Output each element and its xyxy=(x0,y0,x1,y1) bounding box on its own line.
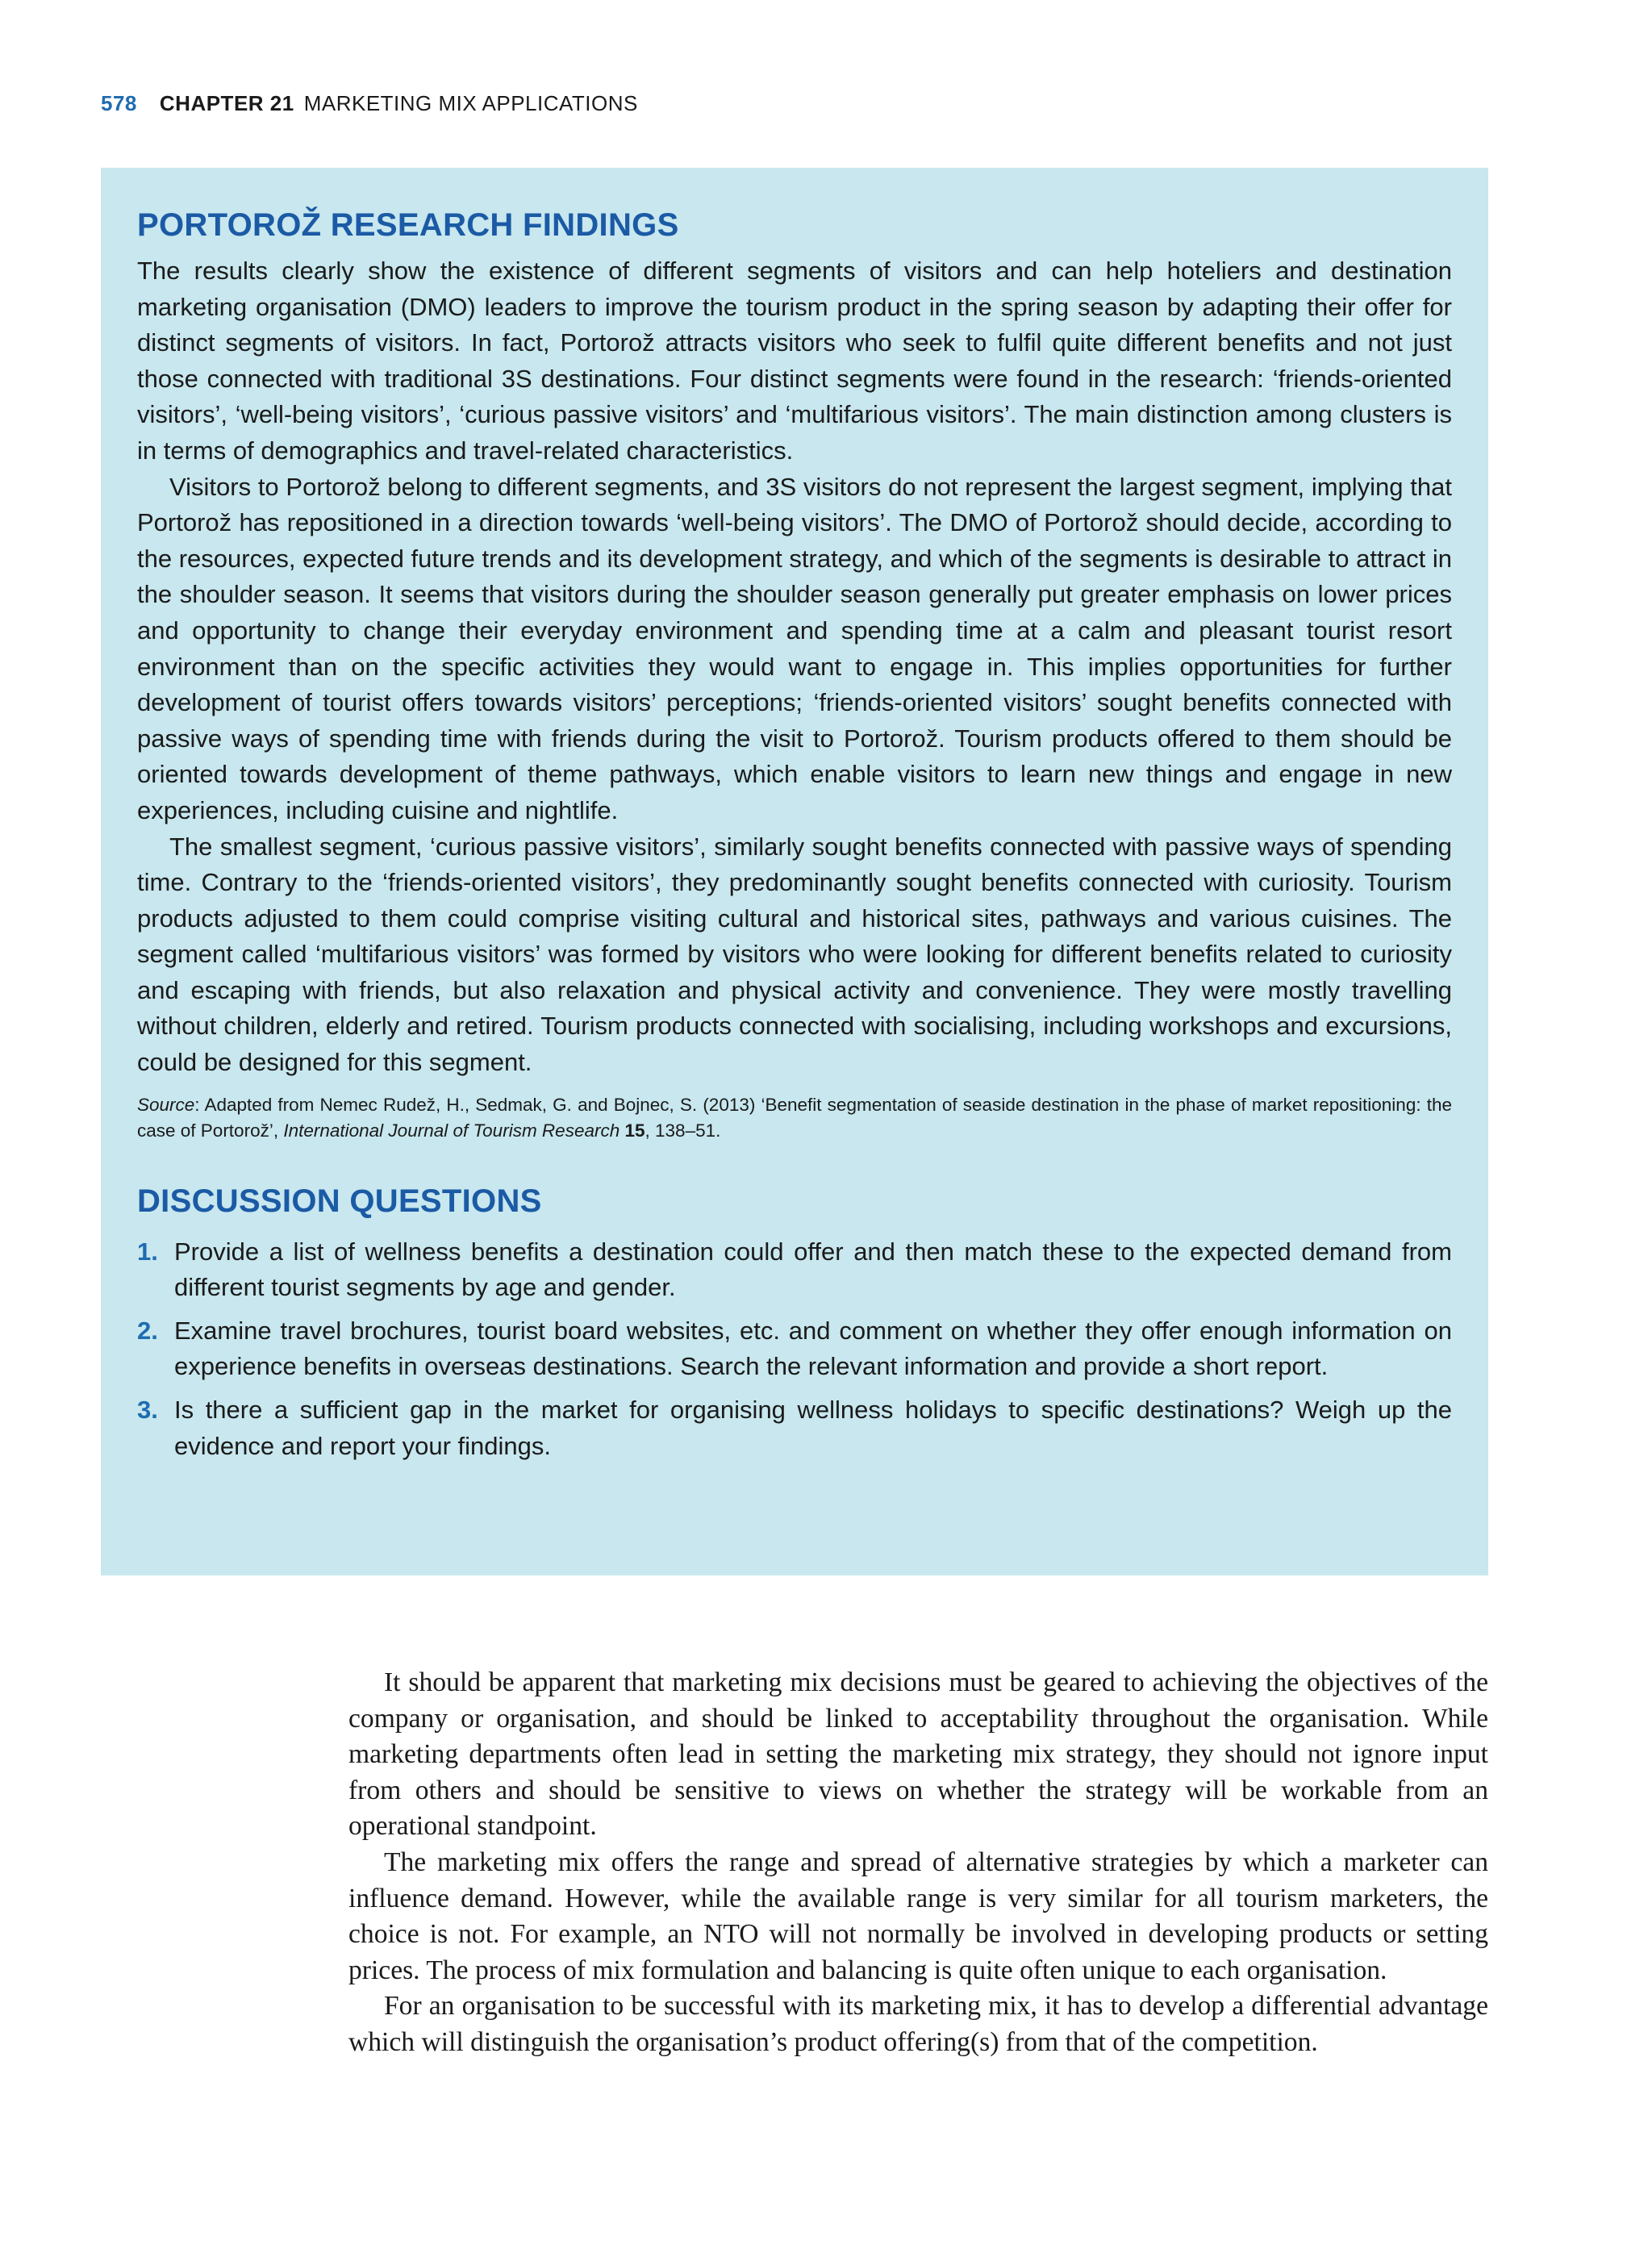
running-head xyxy=(101,87,638,119)
source-citation xyxy=(137,1092,1452,1144)
question-item xyxy=(137,1234,1452,1306)
body-paragraph: The marketing mix offers the range and spread of alternative strategies by which a marketer can influence demand. However, while the available range is very similar for all tourism marketers, the choice is not. For example, an NTO will not normally be involved in developing products or setting prices. The process of mix formulation and balancing is quite often unique to each organisation. xyxy=(348,1846,1488,1985)
source-label: Source xyxy=(137,1094,195,1115)
body-paragraph: For an organisation to be successful with its marketing mix, it has to develop a differential advantage which will distinguish the organisation’s product offering(s) from that of the competition. xyxy=(348,1991,1488,2057)
question-item xyxy=(137,1313,1452,1385)
question-text: Examine travel brochures, tourist board websites, etc. and comment on whether they offer enough information on experience benefits in overseas destinations. Search the relevant information and provide a short report. xyxy=(174,1316,1452,1381)
question-text: Provide a list of wellness benefits a destination could offer and then match these to the expected demand from different tourist segments by age and gender. xyxy=(174,1237,1452,1302)
main-text xyxy=(348,1665,1488,2061)
question-text: Is there a sufficient gap in the market for organising wellness holidays to specific destinations? Weigh up the evidence and report your findings. xyxy=(174,1396,1452,1460)
questions-title: DISCUSSION QUESTIONS xyxy=(137,1183,542,1219)
case-study-box xyxy=(101,168,1488,1575)
case-paragraph: The smallest segment, ‘curious passive visitors’, similarly sought benefits connected with passive ways of spending time. Contrary to the ‘friends-oriented visitors’, they predominantly sought benefits connected with curiosity. Tourism products adjusted to them could comprise visiting cultural and historical sites, pathways and various cuisines. The segment called ‘multifarious visitors’ was formed by visitors who were looking for different benefits related to curiosity and escaping with friends, but also relaxation and physical activity and convenience. They were mostly travelling without children, elderly and retired. Tourism products connected with socialising, including workshops and excursions, could be designed for this segment. xyxy=(137,832,1452,1077)
case-title: PORTOROŽ RESEARCH FINDINGS xyxy=(137,207,679,243)
question-number: 3. xyxy=(137,1396,158,1425)
question-number: 2. xyxy=(137,1316,158,1345)
chapter-label: CHAPTER 21 xyxy=(159,90,294,115)
case-paragraph: The results clearly show the existence of different segments of visitors and can help hoteliers and destination marketing organisation (DMO) leaders to improve the tourism product in the spring season by adapting their offer for distinct segments of visitors. In fact, Portorož attracts visitors who seek to fulfil quite different benefits and not just those connected with traditional 3S destinations. Four distinct segments were found in the research: ‘friends-oriented visitors’, ‘well-being visitors’, ‘curious passive visitors’ and ‘multifarious visitors’. The main distinction among clusters is in terms of demographics and travel-related characteristics. xyxy=(137,257,1452,465)
source-volume: 15 xyxy=(624,1120,645,1141)
body-paragraph: It should be apparent that marketing mix decisions must be geared to achieving the objectives of the company or organisation, and should be linked to acceptability throughout the organisation. While marketing departments often lead in setting the marketing mix strategy, they should not ignore input from others and should be sensitive to views on whether the strategy will be workable from an operational standpoint. xyxy=(348,1667,1488,1842)
source-journal: International Journal of Tourism Research xyxy=(283,1120,620,1141)
page-number: 578 xyxy=(101,90,137,115)
questions-list xyxy=(137,1234,1452,1465)
source-pages: , 138–51. xyxy=(645,1120,721,1141)
question-number: 1. xyxy=(137,1237,158,1266)
case-paragraph: Visitors to Portorož belong to different segments, and 3S visitors do not represent the largest segment, implying that Portorož has repositioned in a direction towards ‘well-being visitors’. The DMO of Portorož should decide, according to the resources, expected future trends and its development strategy, and which of the segments is desirable to attract in the shoulder season. It seems that visitors during the shoulder season generally put greater emphasis on lower prices and opportunity to change their everyday environment and spending time at a calm and pleasant tourist resort environment than on the specific activities they would want to engage in. This implies opportunities for further development of tourist offers towards visitors’ perceptions; ‘friends-oriented visitors’ sought benefits connected with passive ways of spending time with friends during the visit to Portorož. Tourism products offered to them should be oriented towards development of theme pathways, which enable visitors to learn new things and engage in new experiences, including cuisine and nightlife. xyxy=(137,472,1452,824)
question-item xyxy=(137,1392,1452,1464)
chapter-title: MARKETING MIX APPLICATIONS xyxy=(303,90,638,115)
source-text: : Adapted from Nemec Rudež, H., Sedmak, G. and Bojnec, S. (2013) ‘Benefit segmentation of seaside destination in the phase of market repositioning: the case of Portorož’, xyxy=(137,1094,1452,1141)
